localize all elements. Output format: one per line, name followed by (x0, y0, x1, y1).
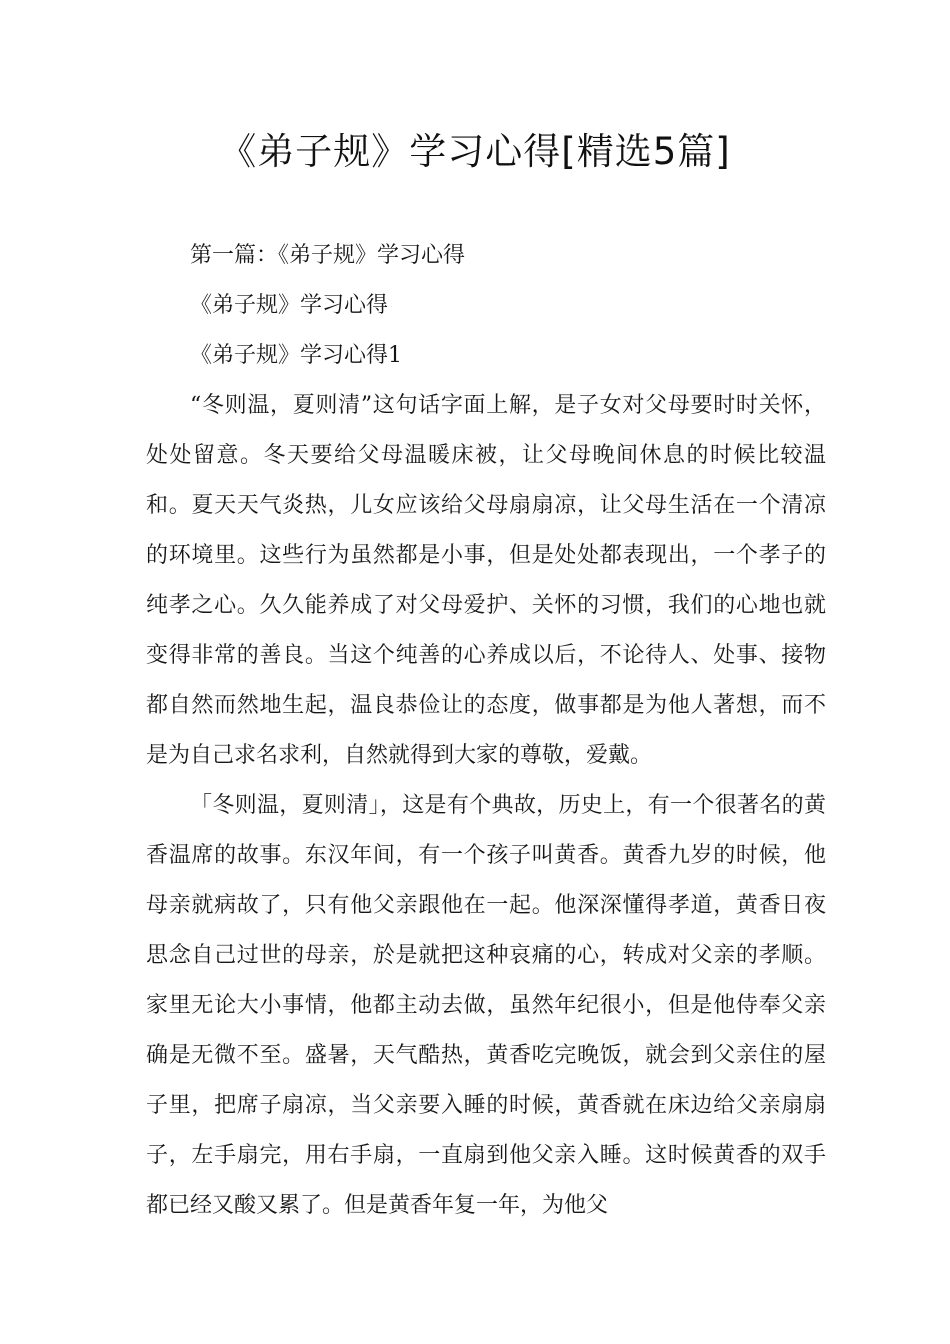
document-title: 《弟子规》学习心得[精选5篇] (219, 130, 731, 173)
body-paragraph: “冬则温，夏则清”这句话字面上解，是子女对父母要时时关怀，处处留意。冬天要给父母温暖床被，让父母晚间休息的时候比较温和。夏天天气炎热，儿女应该给父母扇扇凉，让父母生活在一个清凉的环境里。这些行为虽然都是小事，但是处处都表现出，一个孝子的纯孝之心。久久能养成了对父母爱护、关怀的习惯，我们的心地也就变得非常的善良。当这个纯善的心养成以后，不论待人、处事、接物都自然而然地生起，温良恭俭让的态度，做事都是为他人著想，而不是为自己求名求利，自然就得到大家的尊敬，爱戴。 (146, 393, 826, 768)
chapter-heading: 第一篇：《弟子规》学习心得 (190, 243, 466, 268)
document-body (146, 231, 826, 1231)
body-paragraph: 「冬则温，夏则清」，这是有个典故，历史上，有一个很著名的黄香温席的故事。东汉年间，有一个孩子叫黄香。黄香九岁的时候，他母亲就病故了，只有他父亲跟他在一起。他深深懂得孝道，黄香日夜思念自己过世的母亲，於是就把这种哀痛的心，转成对父亲的孝顺。家里无论大小事情，他都主动去做，虽然年纪很小，但是他侍奉父亲确是无微不至。盛暑，天气酷热，黄香吃完晚饭，就会到父亲住的屋子里，把席子扇凉，当父亲要入睡的时候，黄香就在床边给父亲扇扇子，左手扇完，用右手扇，一直扇到他父亲入睡。这时候黄香的双手都已经又酸又累了。但是黄香年复一年，为他父 (146, 793, 826, 1218)
subsection-heading: 《弟子规》学习心得1 (190, 343, 402, 368)
section-heading: 《弟子规》学习心得 (190, 293, 389, 318)
